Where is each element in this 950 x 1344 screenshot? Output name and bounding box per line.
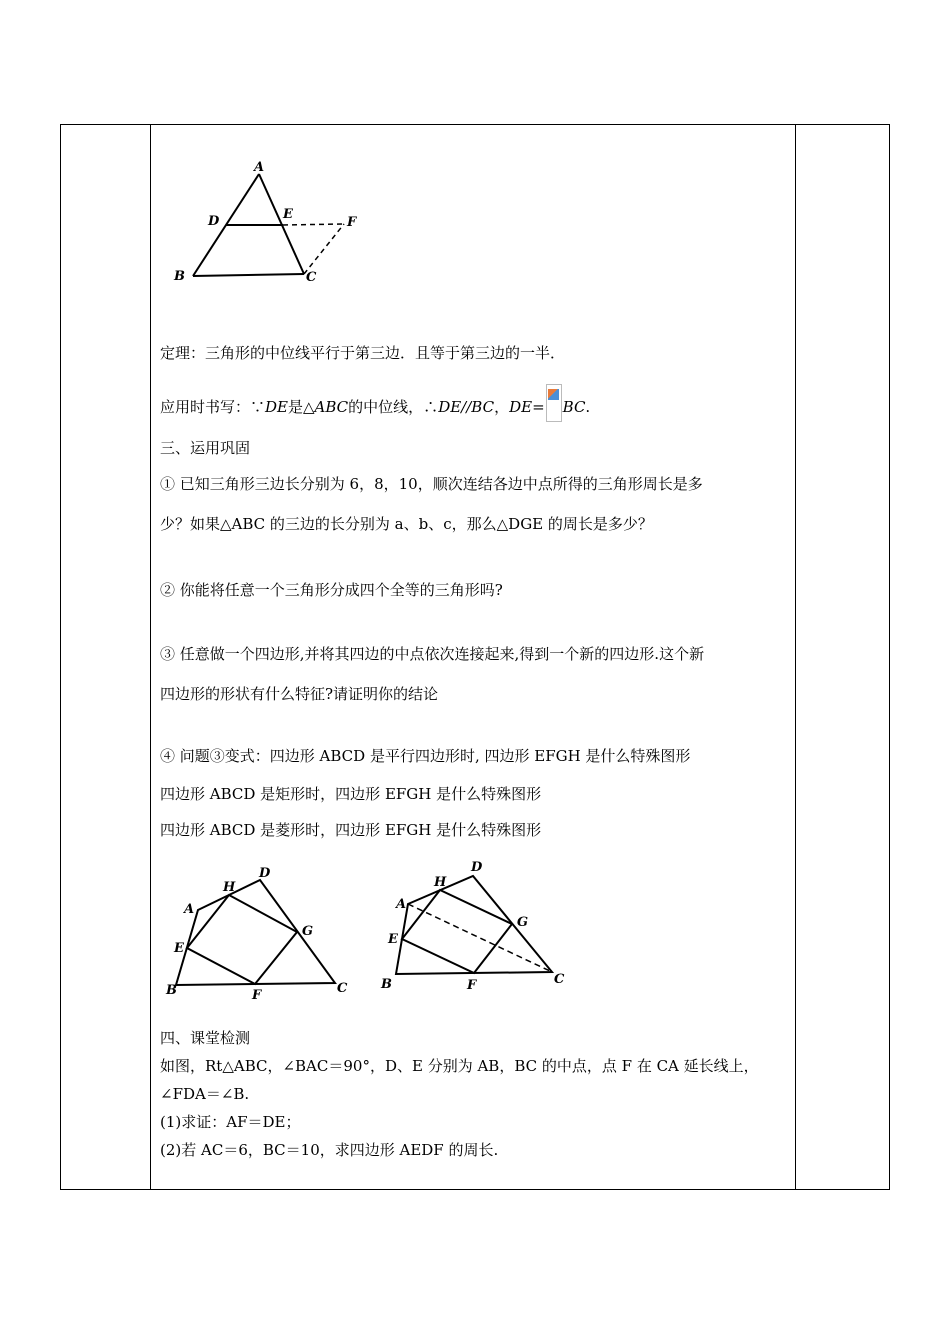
label-e: E — [174, 941, 184, 956]
question-3-line-2: 四边形的形状有什么特征?请证明你的结论 — [160, 685, 439, 703]
label-f: F — [467, 978, 477, 993]
question-4-line-2: 四边形 ABCD 是矩形时，四边形 EFGH 是什么特殊图形 — [160, 785, 542, 803]
label-d: D — [471, 860, 483, 875]
lesson-content — [160, 124, 790, 1190]
dashed-ef — [283, 224, 344, 225]
label-b: B — [174, 269, 185, 284]
dashed-cf — [304, 224, 344, 274]
question-4-line-3: 四边形 ABCD 是菱形时，四边形 EFGH 是什么特殊图形 — [160, 821, 542, 839]
test-question-2: (2)若 AC＝6，BC＝10，求四边形 AEDF 的周长. — [160, 1141, 499, 1159]
side-bc — [193, 274, 304, 276]
diagonal-ac — [408, 904, 552, 972]
triangle-midline-figure — [170, 160, 370, 290]
application-mid1: 是△ — [288, 398, 315, 416]
label-b: B — [166, 983, 177, 998]
question-2: ② 你能将任意一个三角形分成四个全等的三角形吗? — [160, 581, 503, 599]
application-end: . — [585, 398, 591, 416]
label-c: C — [554, 972, 565, 987]
label-d: D — [259, 866, 271, 881]
test-line-1: 如图，Rt△ABC，∠BAC＝90°，D、E 分别为 AB，BC 的中点，点 F 在 CA 延长线上， — [160, 1057, 759, 1075]
question-4-line-1: ④ 问题③变式：四边形 ABCD 是平行四边形时, 四边形 EFGH 是什么特殊图形 — [160, 747, 691, 765]
label-h: H — [434, 875, 447, 890]
label-g: G — [302, 924, 314, 939]
quadrilateral-abcd — [396, 876, 552, 974]
label-f: F — [252, 988, 262, 1000]
label-h: H — [223, 880, 236, 895]
test-line-2: ∠FDA＝∠B. — [160, 1085, 250, 1103]
segment-de: DE — [265, 398, 288, 416]
application-mid2: 的中位线，∴ — [348, 398, 439, 416]
question-3-line-1: ③ 任意做一个四边形,并将其四边的中点依次连接起来,得到一个新的四边形.这个新 — [160, 645, 705, 663]
quadrilateral-midpoint-figure-1 — [160, 860, 360, 1000]
section-3-heading: 三、运用巩固 — [160, 439, 251, 457]
column-divider-right — [795, 124, 796, 1190]
fraction-image-icon — [546, 384, 562, 422]
section-4-heading: 四、课堂检测 — [160, 1029, 251, 1047]
parallel-statement: DE//BC — [438, 398, 495, 416]
theorem-text: 定理：三角形的中位线平行于第三边．且等于第三边的一半． — [160, 344, 566, 362]
triangle-abc: ABC — [314, 398, 349, 416]
label-e: E — [283, 207, 293, 222]
application-prefix: 应用时书写：∵ — [160, 398, 266, 416]
column-divider-left — [150, 124, 151, 1190]
label-f: F — [347, 215, 357, 230]
label-a: A — [396, 897, 407, 912]
segment-bc: BC — [562, 398, 586, 416]
application-text — [160, 384, 590, 422]
label-e: E — [388, 932, 398, 947]
equals-sign: = — [532, 398, 545, 416]
question-1-line-1: ① 已知三角形三边长分别为 6，8，10，顺次连结各边中点所得的三角形周长是多 — [160, 475, 703, 493]
label-d: D — [208, 214, 220, 229]
quadrilateral-midpoint-figure-2 — [378, 854, 578, 994]
application-comma: ， — [494, 398, 510, 416]
label-c: C — [306, 270, 317, 285]
question-1-line-2: 少？如果△ABC 的三边的长分别为 a、b、c，那么△DGE 的周长是多少？ — [160, 515, 653, 533]
label-g: G — [517, 915, 529, 930]
label-c: C — [337, 981, 348, 996]
segment-de-2: DE — [509, 398, 533, 416]
label-a: A — [184, 902, 195, 917]
test-question-1: (1)求证：AF＝DE； — [160, 1113, 301, 1131]
label-a: A — [254, 160, 265, 175]
label-b: B — [381, 977, 392, 992]
